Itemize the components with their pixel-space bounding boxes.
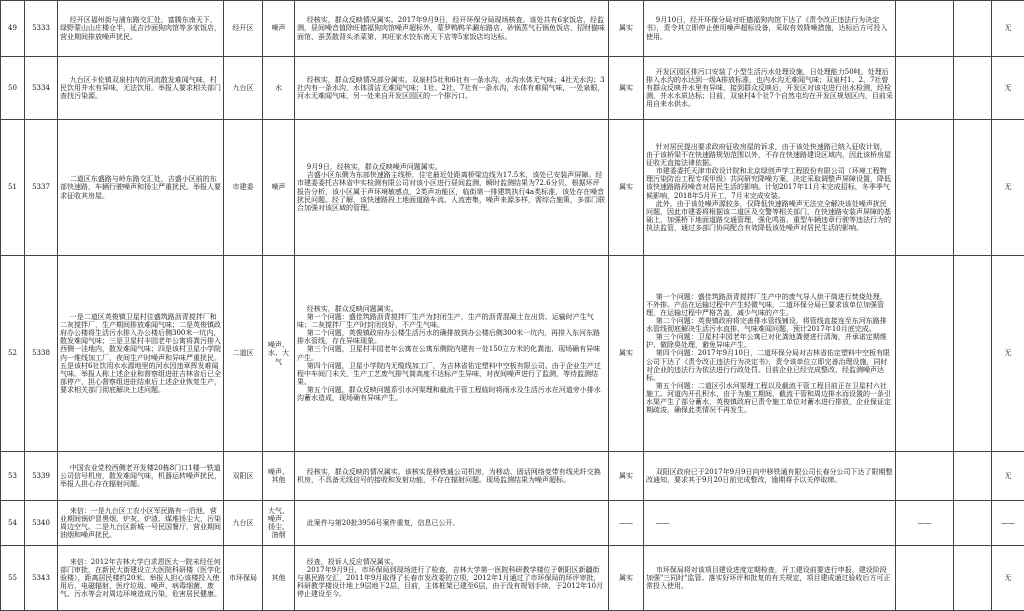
complaint-text: 经开区福州街与浦东路交汇处，富腾东南天下、绿野蒙山山庄楼仓半，延吉沙面狗肉馆等多家饭店，营业期间排放噪声扰民。: [58, 1, 224, 57]
remark-cell: 无: [992, 546, 1024, 611]
paragraph: 第四个问题：2017年9月10日，二道环保分局对吉林省佑定塑料中空板有限公司下达了《责令改正违法行为决定书》，责令该单位立即完善治理设施，同时对企业的违法行为依法进行行政处罚。目前企业已经完成整改，经监测噪声达标。: [646, 349, 893, 381]
pollution-type: 噪声: [263, 1, 295, 57]
responsible-unit: 九台区: [224, 57, 263, 120]
table-row: [1, 120, 1024, 256]
paragraph: 第二个问题：英俊镇政府将完善排水管线铺设，将管线直接连至东河东路排水管线彻底解决生活污水直排、气味难闻问题，预计2017年10月底完成。: [646, 317, 893, 333]
rectification-cell: [896, 1, 954, 57]
paragraph: 第四个问题，卫星小学院内无缆线加工厂，为吉林省佑定塑料中空板有限公司。由于企业生产过程中车间门未关，生产工艺废气排气筒高度不达标产生异味，对夜间噪声进行了监测，等待监测结果。: [297, 362, 606, 386]
responsible-unit: 市建委: [224, 120, 263, 256]
paragraph: 2017年9月9日，市环保局到现场进行了检查，吉林大学第一医院科研教学楼位于朝阳区新疆街与惠民路交汇，2011年9月取得了长春市发改委的立项，2012年1月通过了市环保局的环评审批，科研教学楼设计地上9层地下2层，目前，主体框架已建至6层，由于没有规划手续，于2012年10月停止建设至今。: [297, 566, 606, 598]
paragraph: 经核实，群众反映问题属实。: [297, 305, 606, 313]
paragraph: 9月9日，经核实，群众反映噪声问题属实。: [297, 163, 606, 171]
verdict-cell: ——: [609, 501, 644, 546]
responsible-unit: 双阳区: [224, 452, 263, 501]
row-number: 53: [1, 452, 25, 501]
pollution-type: 大气、噪声、扬尘、油烟: [263, 501, 295, 546]
remark-cell: 无: [992, 452, 1024, 501]
table-row: [1, 1, 1024, 57]
paragraph: 针对居民提出要求政府征收房屋的诉求，由于该处快速路已纳入征收计划，由于该桥梁不在快速路规划范围以外，不存在快速路建设区域内，因此该桥房屋征收无直接法律依据。: [646, 143, 893, 167]
case-code: 5338: [25, 256, 58, 452]
investigation-text: 经核实，群众反映情况属实。2017年9月9日，经开环保分局现场核查。该处共有6家饭店，经监测，昼间噪音值除旺德福狗肉馆噪声超标外，蒙罗鸭鸭羊涮东路店、砂锅蒸气石锅鱼饭店、招财猫味面馆、蚕蒸散背头杀菜第、其旺家水饺东南天下店等5家饭店均达标。: [295, 1, 609, 57]
remark-cell: ——: [992, 501, 1024, 546]
verdict-cell: 属实: [609, 452, 644, 501]
complaint-text: 来信：一是九台区工农小区军民路有一沿池，营业期间锅炉冒黑烟，炉灰、炉渣、煤堆扬尘大，污染周边空气。二是九台区新城一号民国餐厅，营业期间油烟和噪声扰民。: [58, 501, 224, 546]
blank-cell: [954, 120, 992, 256]
rectification-cell: [896, 120, 954, 256]
paragraph: 经查，投诉人反应情况属实。: [297, 558, 606, 566]
case-code: 5337: [25, 120, 58, 256]
table-row: [1, 256, 1024, 452]
pollution-type: 噪声: [263, 120, 295, 256]
responsible-unit: 市环保局: [224, 546, 263, 611]
complaint-text: 中国农业党校西侧老开发楼20栋8门口1楼一铁道公司信号机房，散发难闻气味，机器运转噪声扰民，举报人担心存在辐射问题。: [58, 452, 224, 501]
handling-result-text: 双阳区政府已于2017年9月9日向中移铁通有限公司长春分公司下达了限期整改通知，要求其于9月20日前完成整改，逾期将予以关停取缔。: [644, 452, 896, 501]
case-code: 5339: [25, 452, 58, 501]
table-row: [1, 57, 1024, 120]
paragraph: 第五个问题：二道区引水河渠理工程以及截流干管工程目前正在卫星村六社施工。河道内开孔积水，由于为施工期间，截流干管和周边排水而设置的一条引水渠产生了部分蓄水，英俊镇政府已责令施工单位对蓄水进行排放，企业保证定期疏浚，确保此类情况不再发生。: [646, 382, 893, 414]
responsible-unit: 二道区: [224, 256, 263, 452]
handling-result-text: [644, 256, 896, 452]
case-code: 5333: [25, 1, 58, 57]
remark-cell: 无: [992, 1, 1024, 57]
paragraph: 第二个问题，英俊镇政府办公楼生活污水的确排放到办公楼后侧300米一坑内，再排入东河东路排水管线，存在异味现象。: [297, 329, 606, 345]
handling-result-text: 市环保局将对该项目建设进度定期检查，开工建设前要进行申报，建设阶段加强"三同时"监管。落实好环评和批复的有关规定，项目建成通过验收后方可正常投入使用。: [644, 546, 896, 611]
paragraph: 第三个问题，卫星村丰园老年公寓在公寓东侧院内建有一处150立方米的化粪池，现场确有异味产生。: [297, 345, 606, 361]
paragraph: 此外，由于该处噪声源较多，仅降低快速路噪声无法完全解决该处噪声扰民问题，因此市建委将根据该二道区及交警等相关部门，在快速路安装声屏障的基础上，加强桥下地面道路交通管理，强化鸣笛、重型车辆违章行驶等违法行为的执法监管，通过多部门协同配合有效降低该处噪声对居民生活的影响。: [646, 200, 893, 232]
verdict-cell: 属实: [609, 120, 644, 256]
pollution-type: 其他: [263, 546, 295, 611]
case-code: 5334: [25, 57, 58, 120]
paragraph: 第一个问题：盛佳筑路沥青搅拌厂生产中的废气导入烘干筒进行焚烧处理，不外排。产品在运输过程中产生轻微气味，二道环保分局已要求该单位加强管理，在运输过程中严格苫盖，减少气味的产生。: [646, 293, 893, 317]
case-code: 5340: [25, 501, 58, 546]
rectification-cell: [896, 57, 954, 120]
remark-cell: 无: [992, 120, 1024, 256]
blank-cell: [954, 1, 992, 57]
handling-result-text: 9月10日，经开环保分局对旺德福狗肉馆下达了《责令改正违法行为决定书》，责令其立即停止使用噪声超标设备，采取有效降噪措施，达标后方可投入使用。: [644, 1, 896, 57]
investigation-text: 经核实，群众反映的情况属实。该核实是移铁通公司机房，为移动、固话网络变带有线光纤交换机房，不具备无线信号的接收和发射功能，不存在辐射问题。现场监测结果为噪声超标。: [295, 452, 609, 501]
responsible-unit: 九台区: [224, 501, 263, 546]
pollution-type: 噪声、水、大气: [263, 256, 295, 452]
table-row: [1, 452, 1024, 501]
table-row: [1, 501, 1024, 546]
remark-cell: 无: [992, 57, 1024, 120]
paragraph: 第五个问题，群众反映问题系引水河渠理和截流干管工程临时将雨水及生活污水在河道旁小排水沟蓄水造成，现场确有异味产生。: [297, 386, 606, 402]
investigation-text: [295, 546, 609, 611]
investigation-text: 此案件与第20批3956号案件重复，信息已公开。: [295, 501, 609, 546]
verdict-cell: 属实: [609, 546, 644, 611]
handling-result-text: 开发区园区排污口安装了小型生活污水处理设施，日处理能力50吨，处理后排入水沟的水达到一级A排放标准，也内水沟无难闻气味；双泉村1、2、7社曾有群众反映井水里有异味，接到群众反映后，开发区对该屯进行出水检测，经检测，井水水质达标；目前，双泉村4个社7个自然屯均在开发区规划区内，目前采用自来水供水。: [644, 57, 896, 120]
blank-cell: [954, 501, 992, 546]
verdict-cell: 属实: [609, 57, 644, 120]
responsible-unit: 经开区: [224, 1, 263, 57]
case-code: 5343: [25, 546, 58, 611]
rectification-cell: [896, 546, 954, 611]
handling-result-text: [644, 120, 896, 256]
complaint-text: 来信：2012年吉林大学白求恩医大一院未经任何部门审批，在新民大街建设立大医院科研楼（医学化验楼），距离居民楼约20米。举报人担心该楼投入使用后，电磁辐射、医疗垃圾、噪声、病毒细菌、废气、污水等会对周边环境造成污染，危害居民健康。: [58, 546, 224, 611]
row-number: 52: [1, 256, 25, 452]
complaint-text: 九台区卡伦镇双泉村内的河流散发难闻气味，村民饮用井水有异味，无法饮用。举报人要求相关部门查找污染源。: [58, 57, 224, 120]
rectification-cell: ——: [896, 501, 954, 546]
investigation-text: 经核实，群众反映情况部分属实。双泉村5社和6社有一条水沟，水沟水体无气味；4社无水沟；3社内有一条水沟，水体清洁无难闻气味；1社、2社、7社有一条水沟，水体有难闻气味，一处泉眼，河水无难闻气味，另一处来自开发区园区的一个排污口。: [295, 57, 609, 120]
blank-cell: [954, 452, 992, 501]
row-number: 54: [1, 501, 25, 546]
investigation-text: [295, 120, 609, 256]
blank-cell: [954, 57, 992, 120]
row-number: 50: [1, 57, 25, 120]
blank-cell: [954, 546, 992, 611]
rectification-cell: [896, 256, 954, 452]
table-body: [1, 1, 1024, 611]
pollution-type: 噪声、其他: [263, 452, 295, 501]
row-number: 51: [1, 120, 25, 256]
blank-cell: [954, 256, 992, 452]
verdict-cell: 属实: [609, 256, 644, 452]
handling-result-text: ——: [644, 501, 896, 546]
paragraph: 市建委委托天津市政设计院和北京绿创声学工程股份有限公司（环境工程物理污染防治工程专项甲级）共同研究降噪方案，决定采取调整声屏障设置，降低该快速路路段噪音对居民生活的影响。计划2017年11月末完成招标，冬季季气候影响，2018年5月开工，7月末完成安装。: [646, 167, 893, 199]
paragraph: 第一个问题：盛佳筑路沥青搅拌厂生产为封闭生产，生产的沥青混凝土在出货、运输时产生气味；二灰搅拌厂生产时封闭良好，不产生气味。: [297, 313, 606, 329]
paragraph: 第三个问题：卫星村丰园老年公寓已对化粪池粪便进行清淘，并承诺定期维护、做除臭处理，避免异味产生。: [646, 333, 893, 349]
paragraph: 吉盛小区东侧为东部快速路主线桥，住宅最近处距离桥梁边线为17.5米，该处已安装声屏障。经市建委委托吉林省中实检测有限公司对该小区进行昼间监测，瞬时监测结果为72.6分贝，根据环评报告分析，该小区属于声环境敏感点，2类声功能区，临街第一排建筑执行4a类标准，该处存在噪音扰民问题。经了解，该快速路段上地面道路车流、人流密集，噪声来源多样，需综合施策，多部门联合加强对该区域的管理。: [297, 171, 606, 212]
rectification-cell: [896, 452, 954, 501]
table-row: [1, 546, 1024, 611]
row-number: 49: [1, 1, 25, 57]
complaint-text: 二道区东盛路与岭东路交汇处，吉盛小区前的东部快速路，车辆行驶噪声和扬尘严重扰民。举报人要求征收其房屋。: [58, 120, 224, 256]
remark-cell: 无: [992, 256, 1024, 452]
complaint-text: 一是二道区英俊镇卫星村住盛筑路沥青搅拌厂和二灰搅拌厂，生产期间排放难闻气味；二是英俊镇政府办公楼将生活污水排入办公楼后侧300米一坑内，散发难闻气味；三是卫星村丰园老年公寓将粪污排入西侧一洼地内，散发难闻气味；四是该村卫星小学院内一维线加工厂，夜间生产时噪声和异味严重扰民。五是该村6社饮用水水源地里的河水因违章挥发难闻气味。举报人称上述企业和督察组进驻吉林省后已全部停产，担心督察组进驻结束后上述企业恢复生产，要求相关部门彻底解决上述问题。: [58, 256, 224, 452]
verdict-cell: 属实: [609, 1, 644, 57]
investigation-text: [295, 256, 609, 452]
row-number: 55: [1, 546, 25, 611]
pollution-type: 水: [263, 57, 295, 120]
